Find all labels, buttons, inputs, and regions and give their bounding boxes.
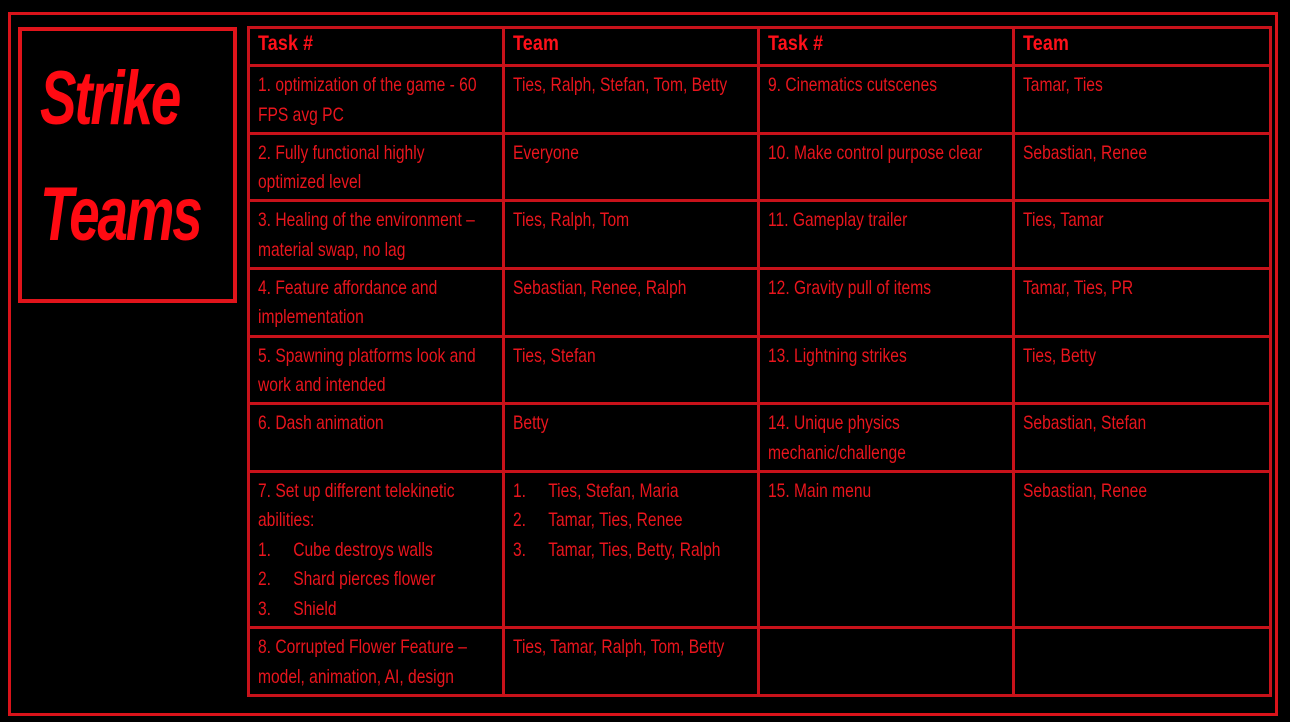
list-item: 3. Shield (258, 597, 337, 620)
sub-task-list (258, 536, 494, 625)
table-row (249, 133, 1271, 201)
title-line-1: Strike (40, 56, 180, 141)
header-task-b: Task # (759, 28, 1014, 66)
header-team-b: Team (1014, 28, 1271, 66)
list-item: 2. Shard pierces flower (258, 568, 436, 591)
list-item: 1. Ties, Stefan, Maria (513, 479, 679, 502)
team-cell: Sebastian, Renee (1014, 133, 1271, 201)
team-cell: Ties, Tamar, Ralph, Tom, Betty (504, 628, 759, 696)
task-cell: 15. Main menu (759, 471, 1014, 627)
table-row (249, 404, 1271, 472)
task-cell: 14. Unique physics mechanic/challenge (759, 404, 1014, 472)
team-cell: Betty (504, 404, 759, 472)
table-row (249, 201, 1271, 269)
table-row (249, 268, 1271, 336)
list-item: 2. Tamar, Ties, Renee (513, 509, 683, 532)
team-cell (1014, 628, 1271, 696)
task-cell: 10. Make control purpose clear (759, 133, 1014, 201)
task-cell: 4. Feature affordance and implementation (249, 268, 504, 336)
task-cell: 8. Corrupted Flower Feature – model, animation, AI, design (249, 628, 504, 696)
task-cell (249, 471, 504, 627)
table-row (249, 628, 1271, 696)
team-cell (504, 471, 759, 627)
task-cell: 1. optimization of the game - 60 FPS avg PC (249, 66, 504, 134)
title-line-2: Teams (40, 172, 201, 257)
team-cell: Ties, Ralph, Tom (504, 201, 759, 269)
table-row (249, 66, 1271, 134)
team-cell: Tamar, Ties (1014, 66, 1271, 134)
team-cell: Sebastian, Stefan (1014, 404, 1271, 472)
table-row (249, 336, 1271, 404)
list-item: 3. Tamar, Ties, Betty, Ralph (513, 538, 721, 561)
list-item: 1. Cube destroys walls (258, 538, 433, 561)
team-cell: Sebastian, Renee, Ralph (504, 268, 759, 336)
task-cell: 6. Dash animation (249, 404, 504, 472)
task-cell: 2. Fully functional highly optimized level (249, 133, 504, 201)
strike-teams-table (247, 26, 1272, 697)
team-cell: Ties, Betty (1014, 336, 1271, 404)
team-cell: Ties, Ralph, Stefan, Tom, Betty (504, 66, 759, 134)
team-cell: Sebastian, Renee (1014, 471, 1271, 627)
task-text: 7. Set up different telekinetic abilities: (258, 479, 455, 532)
task-cell: 11. Gameplay trailer (759, 201, 1014, 269)
task-cell: 5. Spawning platforms look and work and intended (249, 336, 504, 404)
task-cell: 3. Healing of the environment – material swap, no lag (249, 201, 504, 269)
table-header-row (249, 28, 1271, 66)
task-cell: 13. Lightning strikes (759, 336, 1014, 404)
task-cell: 12. Gravity pull of items (759, 268, 1014, 336)
header-team-a: Team (504, 28, 759, 66)
sub-team-list (513, 477, 749, 566)
title-box (18, 27, 237, 303)
task-cell (759, 628, 1014, 696)
header-task-a: Task # (249, 28, 504, 66)
table-row (249, 471, 1271, 627)
task-cell: 9. Cinematics cutscenes (759, 66, 1014, 134)
team-cell: Ties, Tamar (1014, 201, 1271, 269)
team-cell: Ties, Stefan (504, 336, 759, 404)
team-cell: Everyone (504, 133, 759, 201)
team-cell: Tamar, Ties, PR (1014, 268, 1271, 336)
